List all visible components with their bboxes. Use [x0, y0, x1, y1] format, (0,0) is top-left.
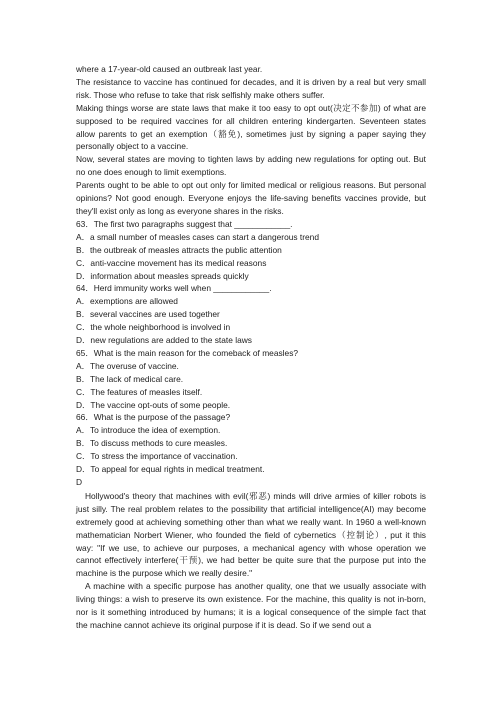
question-66	[76, 411, 426, 476]
answer-option: B．To discuss methods to cure measles.	[76, 438, 228, 449]
answer-option: C．anti-vaccine movement has its medical reasons	[76, 257, 267, 268]
answer-option: A．To introduce the idea of exemption.	[76, 425, 221, 436]
passage1-paragraph: The resistance to vaccine has continued for decades, and it is driven by a real but very small risk. Those who refuse to take that risk selfishly make others suffer.	[76, 76, 426, 100]
answer-option: B．several vaccines are used together	[76, 309, 220, 320]
passage1-paragraph: Parents ought to be able to opt out only for limited medical or religious reasons. But personal opinions? Not good enough. Everyone enjoys the life-saving benefits vaccines provide, but they'll exist only as long as everyone shares in the risks.	[76, 180, 426, 216]
passage1-paragraph: Making things worse are state laws that make it too easy to opt out(决定不参加) of what are supposed to be required vaccines for all children entering kindergarten. Seventeen states allow parents to get an exemption（豁免), sometimes just by signing a paper saying they personally object to a vaccine.	[76, 102, 426, 152]
answer-option: C．To stress the importance of vaccination.	[76, 451, 238, 462]
passage1-paragraph: where a 17-year-old caused an outbreak last year.	[76, 64, 263, 74]
question-stem: 66．What is the purpose of the passage?	[76, 412, 231, 423]
question-stem: 64．Herd immunity works well when ____________.	[76, 283, 272, 294]
question-65	[76, 347, 426, 412]
answer-option: A．exemptions are allowed	[76, 296, 178, 307]
passage2-paragraph: Hollywood's theory that machines with evil(邪恶) minds will drive armies of killer robots is just silly. The real problem relates to the possibility that artificial intelligence(AI) may become extremely good at achieving something other than what we really want. In 1960 a well-known mathematician Norbert Wiener, who founded the field of cybernetics（控制论）, put it this way: "If we use, to achieve our purposes, a mechanical agency with whose operation we cannot effectively interfere(干预), we had better be quite sure that the purpose put into the machine is the purpose which we really desire."	[76, 490, 426, 579]
answer-option: D．The vaccine opt-outs of some people.	[76, 399, 231, 410]
question-63	[76, 218, 426, 283]
answer-option: A．The overuse of vaccine.	[76, 360, 179, 371]
question-64	[76, 282, 426, 347]
question-stem: 63．The first two paragraphs suggest that ____________.	[76, 218, 293, 229]
passage2-paragraph: A machine with a specific purpose has another quality, one that we usually associate with living things: a wish to preserve its own existence. For the machine, this quality is not in-born, nor is it something introduced by humans; it is a logical consequence of the simple fact that the machine cannot achieve its original purpose if it is dead. So if we send out a	[76, 581, 426, 630]
answer-option: B．the outbreak of measles attracts the public attention	[76, 244, 282, 255]
answer-option: C．the whole neighborhood is involved in	[76, 322, 231, 333]
answer-option: C．The features of measles itself.	[76, 386, 203, 397]
section-letter: D	[76, 477, 83, 487]
passage1-paragraph: Now, several states are moving to tighten laws by adding new regulations for opting out. But no one does enough to limit exemptions.	[76, 154, 426, 178]
question-stem: 65．What is the main reason for the comeback of measles?	[76, 347, 299, 358]
answer-option: D．new regulations are added to the state laws	[76, 335, 252, 346]
answer-option: B．The lack of medical care.	[76, 373, 184, 384]
answer-option: A．a small number of measles cases can start a dangerous trend	[76, 231, 319, 242]
answer-option: D．information about measles spreads quickly	[76, 270, 249, 281]
answer-option: D．To appeal for equal rights in medical treatment.	[76, 464, 265, 475]
